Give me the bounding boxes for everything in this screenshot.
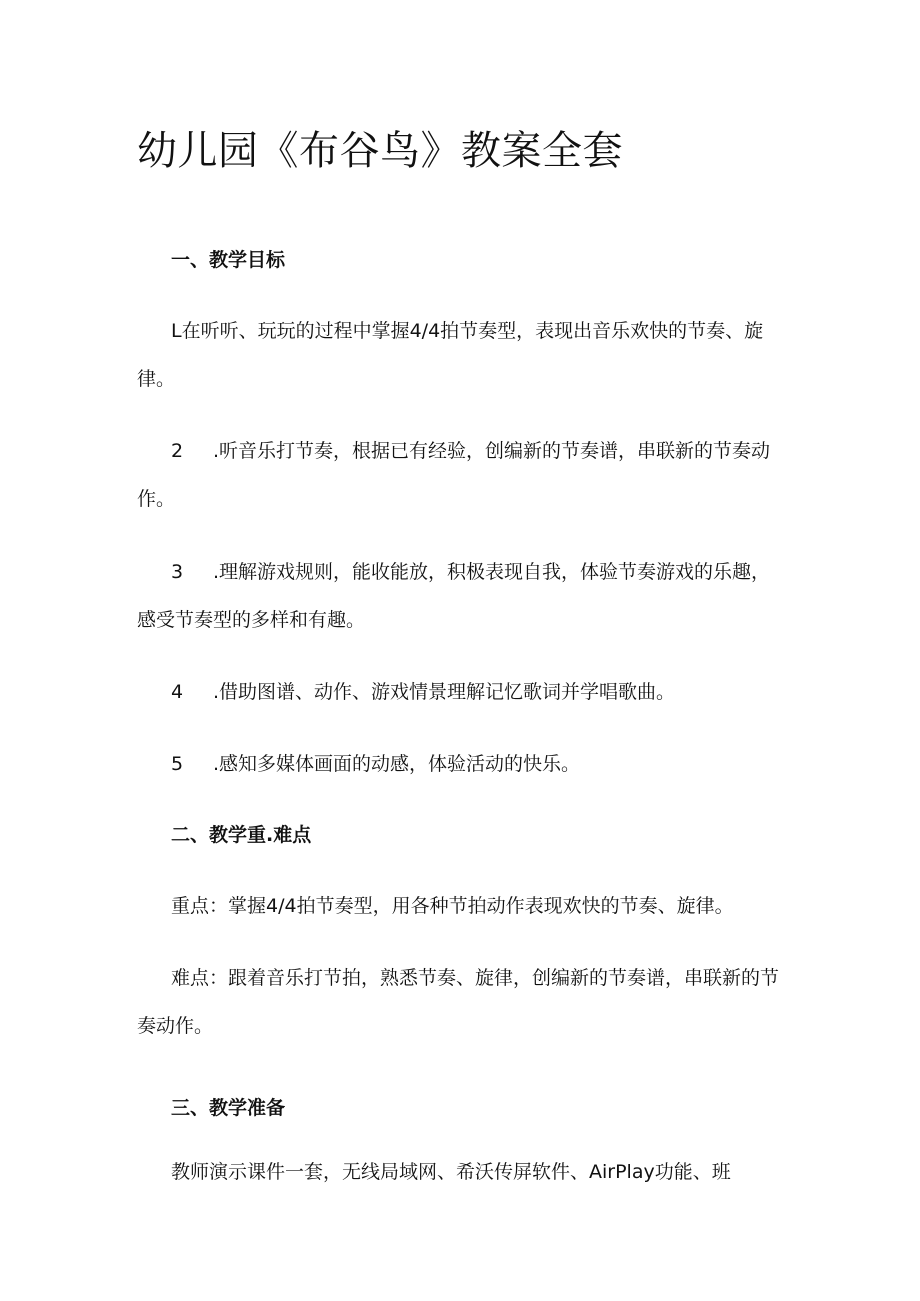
document-title: 幼儿园《布谷鸟》教案全套 bbox=[137, 128, 623, 174]
section-heading-teaching-goals: 一、教学目标 bbox=[171, 249, 286, 271]
goal-item-4-number: 4 bbox=[171, 681, 184, 703]
goal-item-2-number: 2 bbox=[171, 440, 184, 462]
goal-item-3-text: .理解游戏规则，能收能放，积极表现自我，体验节奏游戏的乐趣，感受节奏型的多样和有趣。 bbox=[137, 561, 771, 631]
goal-item-4 bbox=[137, 668, 787, 716]
goal-item-5-number: 5 bbox=[171, 753, 184, 775]
section-heading-teaching-preparation: 三、教学准备 bbox=[171, 1097, 286, 1119]
goal-item-2 bbox=[137, 427, 787, 523]
difficult-point-text: 难点：跟着音乐打节拍，熟悉节奏、旋律，创编新的节奏谱，串联新的节奏动作。 bbox=[137, 967, 780, 1037]
goal-item-1: L在听听、玩玩的过程中掌握4/4拍节奏型，表现出音乐欢快的节奏、旋律。 bbox=[137, 320, 764, 390]
goal-item-2-text: .听音乐打节奏，根据已有经验，创编新的节奏谱，串联新的节奏动作。 bbox=[137, 440, 771, 510]
goal-item-3-number: 3 bbox=[171, 561, 184, 583]
goal-item-4-text: .借助图谱、动作、游戏情景理解记忆歌词并学唱歌曲。 bbox=[213, 681, 676, 703]
goal-item-5-text: .感知多媒体画面的动感，体验活动的快乐。 bbox=[213, 753, 581, 775]
goal-item-3 bbox=[137, 548, 787, 644]
key-point-text: 重点：掌握4/4拍节奏型，用各种节拍动作表现欢快的节奏、旋律。 bbox=[171, 895, 734, 917]
section-heading-key-difficult-points: 二、教学重.难点 bbox=[171, 824, 312, 846]
goal-item-5 bbox=[137, 740, 787, 788]
preparation-text: 教师演示课件一套，无线局域网、希沃传屏软件、AirPlay功能、班 bbox=[171, 1161, 731, 1183]
